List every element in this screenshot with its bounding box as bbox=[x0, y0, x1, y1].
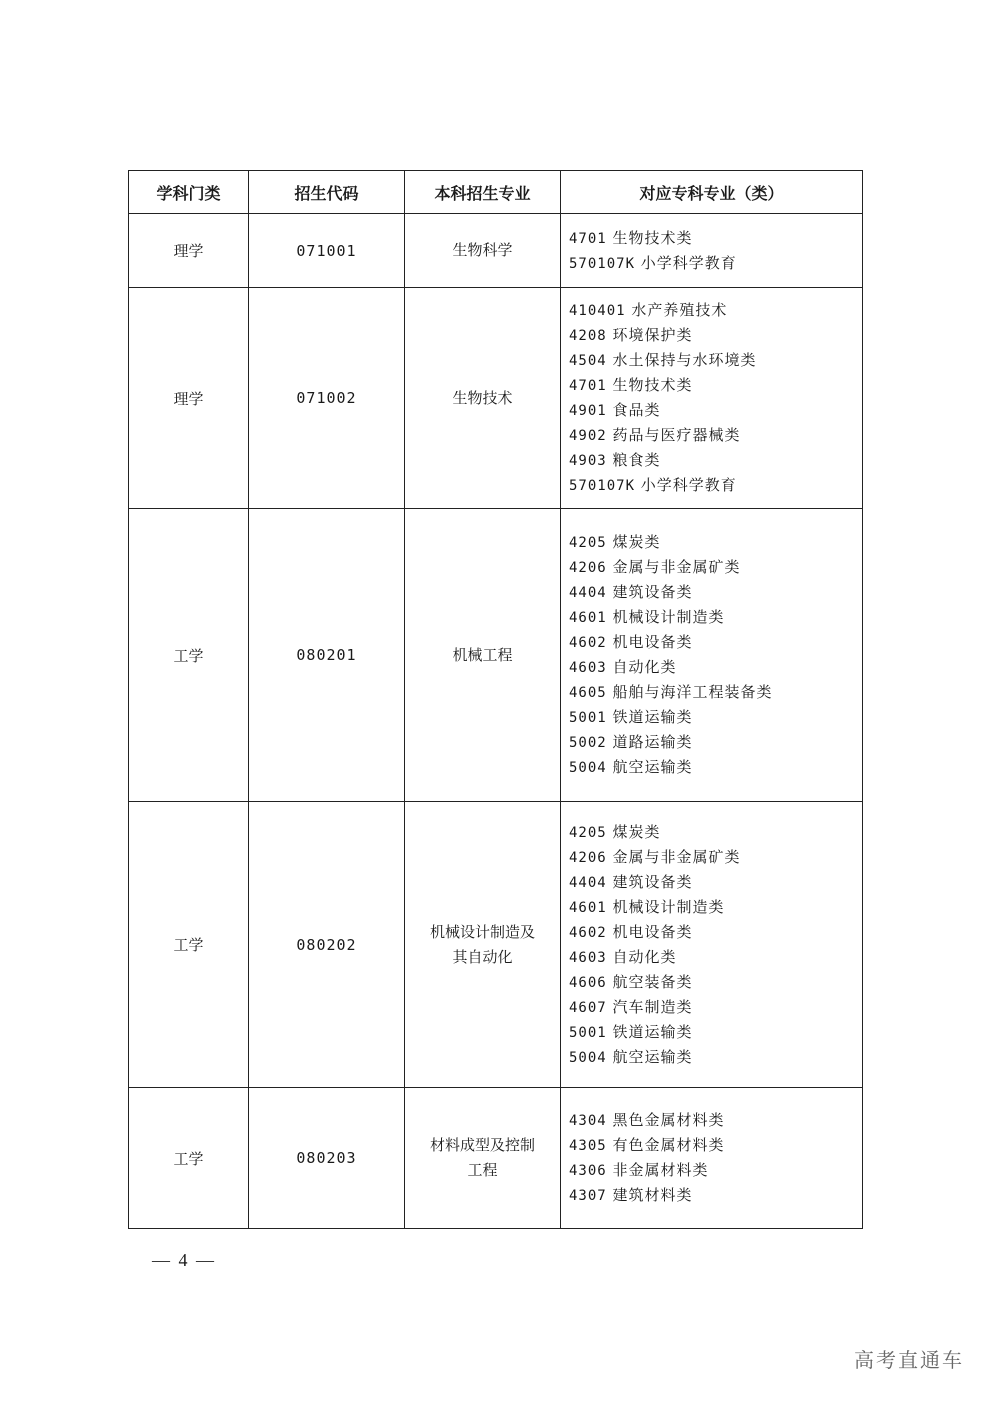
related-major-code: 4902 bbox=[569, 428, 607, 444]
related-major-item bbox=[569, 730, 862, 755]
related-major-item bbox=[569, 895, 862, 920]
related-major-item bbox=[569, 1158, 862, 1183]
related-major-item bbox=[569, 630, 862, 655]
related-major-item bbox=[569, 448, 862, 473]
related-major-name: 机电设备类 bbox=[612, 922, 693, 941]
category-cell: 工学 bbox=[129, 509, 249, 802]
table-header-row bbox=[129, 171, 863, 214]
related-major-code: 4607 bbox=[569, 999, 607, 1016]
table-row bbox=[129, 288, 863, 509]
related-major-name: 煤炭类 bbox=[612, 822, 661, 841]
related-major-item bbox=[569, 1183, 862, 1208]
major-cell bbox=[405, 214, 561, 288]
related-major-name: 道路运输类 bbox=[612, 733, 693, 751]
related-major-name: 生物技术类 bbox=[612, 376, 693, 394]
related-major-item bbox=[569, 555, 862, 580]
related-major-code: 4701 bbox=[569, 230, 607, 247]
header-code: 招生代码 bbox=[249, 171, 405, 214]
related-majors-cell bbox=[561, 1088, 863, 1229]
related-major-item bbox=[569, 580, 862, 605]
related-major-code: 4601 bbox=[569, 899, 607, 916]
related-major-name: 航空运输类 bbox=[612, 758, 693, 776]
related-major-code: 4701 bbox=[569, 378, 607, 394]
related-major-name: 建筑设备类 bbox=[612, 583, 693, 601]
page-number: — 4 — bbox=[152, 1250, 216, 1270]
related-major-code: 4305 bbox=[569, 1138, 607, 1154]
related-major-item bbox=[569, 655, 862, 680]
related-major-code: 570107K bbox=[569, 255, 636, 272]
table-row bbox=[129, 1088, 863, 1229]
related-major-name: 航空运输类 bbox=[612, 1047, 693, 1066]
related-major-name: 自动化类 bbox=[612, 658, 677, 676]
related-major-name: 铁道运输类 bbox=[612, 1022, 693, 1041]
related-major-code: 4903 bbox=[569, 453, 607, 469]
related-major-code: 4901 bbox=[569, 403, 607, 419]
related-major-item bbox=[569, 1133, 862, 1158]
related-major-code: 4206 bbox=[569, 560, 607, 576]
header-related: 对应专科专业（类） bbox=[561, 171, 863, 214]
related-major-code: 4306 bbox=[569, 1163, 607, 1179]
related-major-name: 煤炭类 bbox=[612, 533, 661, 551]
related-major-code: 4603 bbox=[569, 949, 607, 966]
table-row bbox=[129, 802, 863, 1088]
related-major-code: 4504 bbox=[569, 353, 607, 369]
related-major-code: 5004 bbox=[569, 1049, 607, 1066]
related-major-name: 建筑设备类 bbox=[612, 872, 693, 891]
related-major-item bbox=[569, 870, 862, 895]
major-cell bbox=[405, 1088, 561, 1229]
related-major-item bbox=[569, 323, 862, 348]
related-major-name: 机械设计制造类 bbox=[612, 608, 725, 626]
related-major-item bbox=[569, 530, 862, 555]
related-major-code: 4404 bbox=[569, 874, 607, 891]
related-major-code: 4601 bbox=[569, 610, 607, 626]
header-category: 学科门类 bbox=[129, 171, 249, 214]
related-major-item bbox=[569, 945, 862, 970]
related-major-name: 药品与医疗器械类 bbox=[612, 426, 741, 444]
related-major-item bbox=[569, 348, 862, 373]
code-cell: 071002 bbox=[249, 288, 405, 509]
code-cell: 080203 bbox=[249, 1088, 405, 1229]
related-major-name: 食品类 bbox=[612, 401, 661, 419]
related-major-code: 5004 bbox=[569, 760, 607, 776]
related-major-code: 5001 bbox=[569, 1024, 607, 1041]
category-cell: 工学 bbox=[129, 1088, 249, 1229]
related-major-item bbox=[569, 605, 862, 630]
major-name-line: 机械设计制造及 bbox=[429, 922, 535, 941]
header-major: 本科招生专业 bbox=[405, 171, 561, 214]
related-major-name: 建筑材料类 bbox=[612, 1186, 693, 1204]
table-body bbox=[129, 214, 863, 1229]
major-cell bbox=[405, 509, 561, 802]
category-cell: 工学 bbox=[129, 802, 249, 1088]
related-major-item bbox=[569, 1108, 862, 1133]
related-major-item bbox=[569, 995, 862, 1020]
related-major-code: 4603 bbox=[569, 660, 607, 676]
related-major-name: 水土保持与水环境类 bbox=[612, 351, 757, 369]
related-major-code: 4602 bbox=[569, 635, 607, 651]
related-major-item bbox=[569, 423, 862, 448]
related-major-item bbox=[569, 226, 862, 251]
major-name-line: 生物科学 bbox=[452, 241, 513, 259]
related-major-code: 4208 bbox=[569, 328, 607, 344]
related-major-code: 4602 bbox=[569, 924, 607, 941]
related-major-name: 环境保护类 bbox=[612, 326, 693, 344]
related-major-item bbox=[569, 251, 862, 276]
related-major-item bbox=[569, 1020, 862, 1045]
major-cell bbox=[405, 802, 561, 1088]
related-major-item bbox=[569, 680, 862, 705]
related-major-item bbox=[569, 373, 862, 398]
code-cell: 071001 bbox=[249, 214, 405, 288]
related-major-name: 航空装备类 bbox=[612, 972, 693, 991]
related-major-name: 金属与非金属矿类 bbox=[612, 558, 741, 576]
code-cell: 080201 bbox=[249, 509, 405, 802]
related-major-item bbox=[569, 298, 862, 323]
related-major-name: 有色金属材料类 bbox=[612, 1136, 725, 1154]
related-major-item bbox=[569, 820, 862, 845]
related-major-code: 4404 bbox=[569, 585, 607, 601]
related-major-item bbox=[569, 920, 862, 945]
related-major-name: 机电设备类 bbox=[612, 633, 693, 651]
related-major-code: 4307 bbox=[569, 1188, 607, 1204]
related-major-name: 金属与非金属矿类 bbox=[612, 847, 741, 866]
major-name-line: 工程 bbox=[467, 1161, 498, 1179]
related-majors-cell bbox=[561, 509, 863, 802]
related-major-code: 410401 bbox=[569, 303, 626, 319]
related-major-name: 小学科学教育 bbox=[640, 253, 737, 272]
related-major-name: 机械设计制造类 bbox=[612, 897, 725, 916]
category-cell: 理学 bbox=[129, 288, 249, 509]
major-name-line: 机械工程 bbox=[452, 645, 513, 664]
watermark: 高考直通车 bbox=[854, 1348, 964, 1372]
related-major-code: 570107K bbox=[569, 478, 636, 494]
related-major-item bbox=[569, 1045, 862, 1070]
code-cell: 080202 bbox=[249, 802, 405, 1088]
majors-table bbox=[128, 170, 863, 1229]
related-major-code: 4605 bbox=[569, 685, 607, 701]
related-major-code: 4205 bbox=[569, 535, 607, 551]
related-major-code: 4206 bbox=[569, 849, 607, 866]
related-major-name: 水产养殖技术 bbox=[631, 301, 728, 319]
related-major-name: 生物技术类 bbox=[612, 228, 693, 247]
related-major-code: 5001 bbox=[569, 710, 607, 726]
major-cell bbox=[405, 288, 561, 509]
related-majors-cell bbox=[561, 288, 863, 509]
related-major-name: 黑色金属材料类 bbox=[612, 1111, 725, 1129]
related-major-name: 汽车制造类 bbox=[612, 997, 693, 1016]
related-major-name: 小学科学教育 bbox=[640, 476, 737, 494]
related-major-code: 4205 bbox=[569, 824, 607, 841]
related-majors-cell bbox=[561, 802, 863, 1088]
major-name-line: 材料成型及控制 bbox=[429, 1136, 535, 1154]
related-major-code: 4304 bbox=[569, 1113, 607, 1129]
related-major-item bbox=[569, 845, 862, 870]
related-major-name: 粮食类 bbox=[612, 451, 661, 469]
related-major-code: 4606 bbox=[569, 974, 607, 991]
related-major-item bbox=[569, 755, 862, 780]
category-cell: 理学 bbox=[129, 214, 249, 288]
related-major-name: 船舶与海洋工程装备类 bbox=[612, 683, 773, 701]
major-name-line: 生物技术 bbox=[452, 388, 513, 407]
related-majors-cell bbox=[561, 214, 863, 288]
table-row bbox=[129, 214, 863, 288]
related-major-name: 铁道运输类 bbox=[612, 708, 693, 726]
related-major-name: 自动化类 bbox=[612, 947, 677, 966]
related-major-item bbox=[569, 970, 862, 995]
related-major-name: 非金属材料类 bbox=[612, 1161, 709, 1179]
table-row bbox=[129, 509, 863, 802]
related-major-item bbox=[569, 398, 862, 423]
major-name-line: 其自动化 bbox=[452, 947, 513, 966]
related-major-code: 5002 bbox=[569, 735, 607, 751]
related-major-item bbox=[569, 473, 862, 498]
related-major-item bbox=[569, 705, 862, 730]
